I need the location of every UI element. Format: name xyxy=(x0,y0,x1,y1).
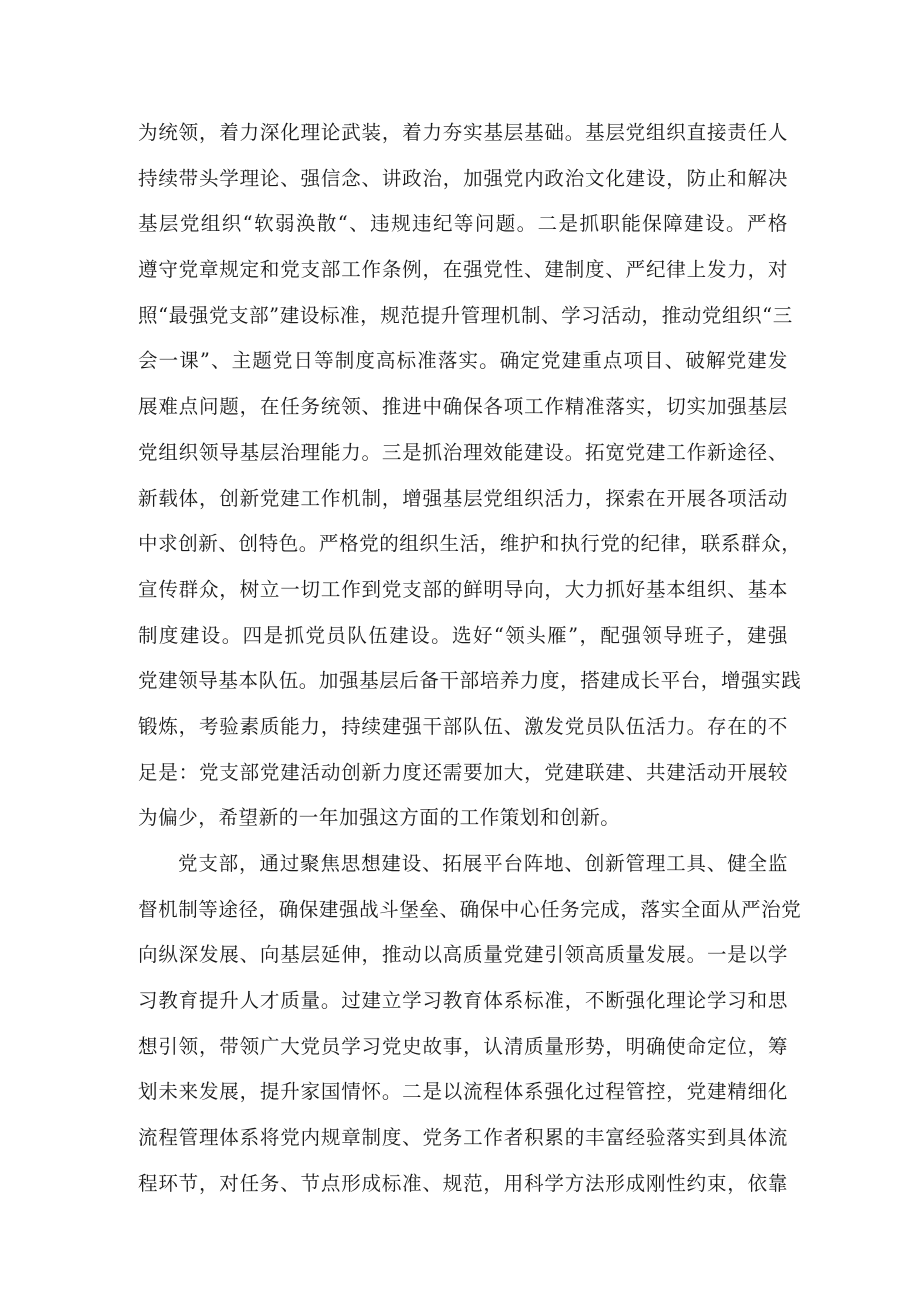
text-line: 遵守党章规定和党支部工作条例，在强党性、建制度、严纪律上发力，对 xyxy=(138,258,788,282)
text-line: 党支部，通过聚焦思想建设、拓展平台阵地、创新管理工具、健全监 xyxy=(178,852,788,875)
text-line: 划未来发展，提升家国情怀。二是以流程体系强化过程管控，党建精细化 xyxy=(138,1080,788,1104)
text-line: 基层党组织“软弱涣散“、违规违纪等问题。二是抓职能保障建设。严格 xyxy=(138,212,788,236)
paragraph xyxy=(138,841,802,1207)
text-line: 流程管理体系将党内规章制度、党务工作者积累的丰富经验落实到具体流 xyxy=(138,1126,788,1150)
text-line: 展难点问题，在任务统领、推进中确保各项工作精准落实，切实加强基层 xyxy=(138,395,788,419)
text-line: 督机制等途径，确保建强战斗堡垒、确保中心任务完成，落实全面从严治党 xyxy=(138,897,802,921)
text-line: 中求创新、创特色。严格党的组织生活，维护和执行党的纪律，联系群众， xyxy=(138,532,802,556)
text-line: 新载体，创新党建工作机制，增强基层党组织活力，探索在开展各项活动 xyxy=(138,486,788,510)
text-line: 制度建设。四是抓党员队伍建设。选好“领头雁”，配强领导班子，建强 xyxy=(138,623,788,647)
text-line: 向纵深发展、向基层延伸，推动以高质量党建引领高质量发展。一是以学 xyxy=(138,943,788,967)
text-line: 为统领，着力深化理论武装，着力夯实基层基础。基层党组织直接责任人 xyxy=(138,121,788,144)
text-line: 照“最强党支部”建设标准，规范提升管理机制、学习活动，推动党组织“三 xyxy=(138,303,793,327)
text-line: 锻炼，考验素质能力，持续建强干部队伍、激发党员队伍活力。存在的不 xyxy=(138,714,788,738)
text-line: 党组织领导基层治理能力。三是抓治理效能建设。拓宽党建工作新途径、 xyxy=(138,440,788,464)
text-line: 习教育提升人才质量。过建立学习教育体系标准，不断强化理论学习和思 xyxy=(138,989,788,1013)
paragraph xyxy=(138,110,802,841)
text-line: 想引领，带领广大党员学习党史故事，认清质量形势，明确使命定位，筹 xyxy=(138,1034,788,1058)
text-line: 持续带头学理论、强信念、讲政治，加强党内政治文化建设，防止和解决 xyxy=(138,166,788,190)
text-line: 程环节，对任务、节点形成标准、规范，用科学方法形成刚性约束，依靠 xyxy=(138,1171,788,1195)
document-body xyxy=(138,110,802,1207)
text-line: 会一课”、主题党日等制度高标准落实。确定党建重点项目、破解党建发 xyxy=(138,349,788,373)
text-line: 党建领导基本队伍。加强基层后备干部培养力度，搭建成长平台，增强实践 xyxy=(138,669,802,693)
text-line: 宣传群众，树立一切工作到党支部的鲜明导向，大力抓好基本组织、基本 xyxy=(138,577,788,601)
text-line: 为偏少，希望新的一年加强这方面的工作策划和创新。 xyxy=(138,806,621,830)
text-line: 足是：党支部党建活动创新力度还需要加大，党建联建、共建活动开展较 xyxy=(138,760,788,784)
